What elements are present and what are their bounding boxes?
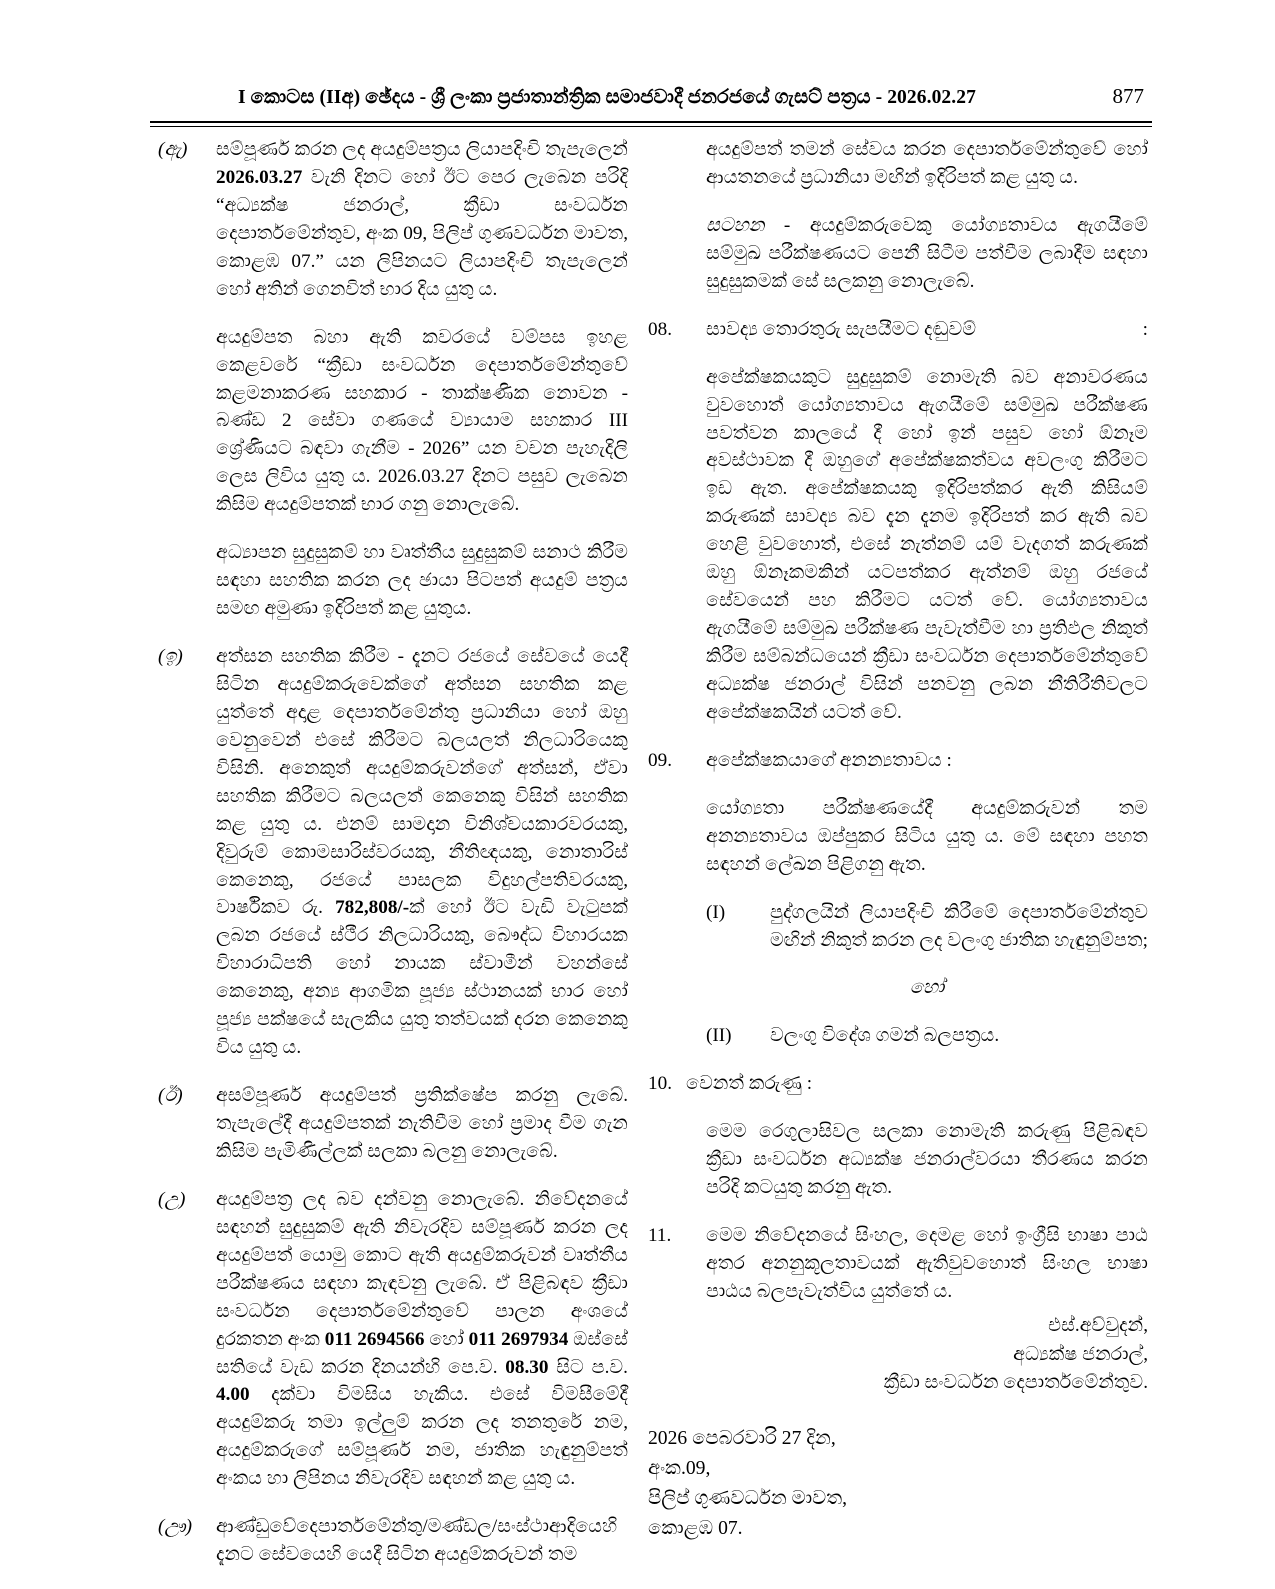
header-title: I කොටස (IIඅ) ඡේදය - ශ්‍රී ලංකා ප්‍රජාතාන්ත්‍රික සමාජවාදී ජනරජයේ ගැසට් පත්‍රය - 2026.02.27	[238, 87, 976, 108]
identity-text-1: පුද්ගලයින් ලියාපදිංචි කිරීමේ දෙපාර්තමේන්තුව මඟින් නිකුත් කරන ලද වලංගු ජාතික හැඳුනුම්පත;	[770, 901, 1148, 951]
list-text-u: අයදුම්පත්‍ර ලද බව දන්වනු නොලැබේ. නිවේදනයේ සඳහන් සුදුසුකම් ඇති නිවැරදිව සම්පූර්ණ කරන ලද අයදුම්පත් යොමු කොට ඇති අයදුම්කරුවන් වෘත්තීය පරීක්ෂණය සඳහා කැඳවනු ලැබේ. ඒ පිළිබඳව ක්‍රීඩා සංවර්ධන දෙපාර්තමේන්තුවේ පාලන අංශයේ දුරකතන අංක 011 2694566 හෝ 011 2697934 ඔස්සේ සතියේ වැඩ කරන දිනයන්හි පෙ.ව. 08.30 සිට ප.ව. 4.00 දක්වා විමසිය හැකිය. එසේ විමසීමේදී අයදුම්කරු තමා ඉල්ලුම් කරන ලද තනතුරේ නම, අයදුම්කරුගේ සම්පූර්ණ නම, ජාතික හැඳුනුම්පත් අංකය හා ලිපිනය නිවැරදිව සඳහන් කළ යුතු ය.	[216, 1188, 628, 1490]
address-block	[648, 1424, 1148, 1543]
list-marker-ii: (ඊ)	[158, 1085, 183, 1107]
section-10-heading	[648, 1070, 1148, 1098]
paragraph-certificates: අධ්‍යාපන සුදුසුකම් හා වෘත්තීය සුදුසුකම් සනාථ කිරීම සඳහා සහතික කරන ලද ඡායා පිටපත් අයදුම් පත්‍රය සමඟ අමුණා ඉදිරිපත් කළ යුතුය.	[216, 542, 628, 620]
section-11-block	[648, 1222, 1148, 1306]
identity-marker-1: (I)	[706, 901, 726, 923]
section-10-title: වෙනත් කරුණු :	[686, 1073, 813, 1095]
section-09-title: අපේක්ෂකයාගේ අනන්‍යතාවය :	[706, 749, 952, 771]
address-line-1: අංක.09,	[648, 1458, 711, 1480]
list-marker-u: (උ)	[158, 1188, 186, 1210]
section-09-body: යෝග්‍යතා පරීක්ෂණයේදී අයදුම්කරුවන් තම අනන්‍යතාවය ඔප්පුකර සිටිය යුතු ය. මේ සඳහා පහත සඳහන් ලේඛන පිළිගනු ඇත.	[706, 797, 1148, 875]
paragraph-continuation: අයදුම්පත් තමන් සේවය කරන දෙපාර්තමේන්තුවේ හෝ ආයතනයේ ප්‍රධානියා මඟින් ඉදිරිපත් කළ යුතු ය.	[706, 139, 1148, 188]
paragraph-note	[706, 212, 1148, 296]
identity-marker-2: (II)	[706, 1025, 732, 1047]
signatory-designation: අධ්‍යක්ෂ ජනරාල්,	[1013, 1343, 1148, 1365]
header-rule-thin	[150, 126, 1152, 127]
identity-document-item-2	[706, 1022, 1148, 1050]
section-10-body: මෙම රෙගුලාසිවල සලකා නොමැති කරුණු පිළිබඳව ක්‍රීඩා සංවර්ධන අධ්‍යක්ෂ ජනරාල්වරයා තීරණය කරන පරිදි කටයුතු කරනු ඇත.	[706, 1121, 1148, 1199]
identity-or-separator: හෝ	[909, 977, 945, 999]
paragraph-envelope-instruction: අයදුම්පත බහා ඇති කවරයේ වම්පස ඉහළ කෙළවරේ “ක්‍රීඩා සංවර්ධන දෙපාර්තමේන්තුවේ කළමනාකරණ සහකාර - තාක්ෂණික නොවන - බණ්ඩ 2 සේවා ගණයේ ව්‍යායාම සහකාර III ශ්‍රේණියට බඳවා ගැනීම - 2026” යන වචන පැහැදිලි ලෙස ලිවිය යුතු ය. 2026.03.27 දිනට පසුව ලැබෙන කිසිම අයදුම්පතක් භාර ගනු නොලැබේ.	[216, 326, 628, 516]
list-marker-i: (ඉ)	[158, 646, 183, 667]
list-text-ii: අසම්පූර්ණ අයදුම්පත් ප්‍රතික්ෂේප කරනු ලැබේ. තැපැලේදී අයදුම්පතක් නැතිවීම හෝ ප්‍රමාද වීම ගැන කිසිම පැමිණිල්ලක් සලකා බලනු නොලැබේ.	[216, 1085, 628, 1162]
address-line-2: පිලිප් ගුණවර්ධන මාවත,	[648, 1487, 848, 1509]
right-column	[648, 136, 1148, 1543]
left-column	[158, 136, 628, 1589]
list-text-uu: ආණ්ඩුවේදෙපාර්තමේන්තු/මණ්ඩල/සංස්ථාආදියෙහි දැනට සේවයෙහි යෙදී සිටින අයදුම්කරුවන් තම	[216, 1516, 618, 1566]
list-item-ae	[158, 136, 628, 304]
list-text-i: අත්සන සහතික කිරීම - දැනට රජයේ සේවයේ යෙදී සිටින අයදුම්කරුවෙක්ගේ අත්සන සහතික කළ යුත්තේ අදාළ දෙපාර්තමේන්තු ප්‍රධානියා හෝ ඔහු වෙනුවෙන් එසේ කිරීමට බලයලත් නිලධාරියෙකු විසිනි. අනෙකුත් අයදුම්කරුවන්ගේ අත්සන්, ඒවා සහතික කිරීමට බලයලත් කෙනෙකු විසින් සහතික කළ යුතු ය. එනම් සාමදාන විනිශ්චයකාරවරයකු, දිවුරුම් කොමසාරිස්වරයකු, නීතිඥයකු, නොතාරිස් කෙනෙකු, රජයේ පාසලක විදුහල්පතිවරයකු, වාර්ෂිකව රු. 782,808/-ක් හෝ ඊට වැඩි වැටුපක් ලබන රජයේ ස්ථීර නිලධාරියකු, බෞද්ධ විහාරයක විහාරාධිපති හෝ නායක ස්වාමීන් වහන්සේ කෙනෙකු, අන්‍ය ආගමික පූජ්‍ය ස්ථානයක් භාර හෝ පූජ්‍ය පක්ෂයේ සැලකිය යුතු තත්වයක් දරන කෙනෙකු විය යුතු ය.	[216, 646, 628, 1059]
signature-block	[648, 1312, 1148, 1398]
signatory-name: එස්.අව්වුදන්,	[1048, 1314, 1148, 1336]
address-line-3: කොළඹ 07.	[648, 1517, 743, 1539]
list-item-i	[158, 643, 628, 1062]
identity-text-2: වලංගු විදේශ ගමන් බලපත්‍රය.	[770, 1025, 1000, 1047]
section-08-body: අපේක්ෂකයකුට සුදුසුකම් නොමැති බව අනාවරණය වුවහොත් යෝග්‍යතාවය ඇගයීමේ සම්මුඛ පරීක්ෂණ පවත්වන කාලයේ දී හෝ ඉන් පසුව හෝ ඕනෑම අවස්ථාවක දී ඔහුගේ අපේක්ෂකත්වය අවලංගු කිරීමට ඉඩ ඇත. අපේක්ෂකයකු ඉදිරිපත්කර ඇති කිසියම් කරුණක් සාවද්‍ය බව දැන දැනම ඉදිරිපත් කර ඇති බව හෙළි වුවහොත්, එසේ නැත්නම් යම් වැදගත් කරුණක් ඔහු ඕනෑකමකින් යටපත්කර ඇත්නම් ඔහු රජයේ සේවයෙන් පහ කිරීමට යටත් වේ. යෝග්‍යතාවය ඇගයීමේ සම්මුඛ පරීක්ෂණ පැවැත්වීම හා ප්‍රතිඵල නිකුත් කිරීම සම්බන්ධයෙන් ක්‍රීඩා සංවර්ධන දෙපාර්තමේන්තුවේ අධ්‍යක්ෂ ජනරාල් විසින් පනවනු ලබන නීතිරීතිවලට අපේක්ෂකයින් යටත් වේ.	[706, 366, 1148, 723]
note-lead-label: සටහන -	[706, 214, 810, 236]
section-08-heading	[648, 316, 1148, 344]
page-number: 877	[1112, 84, 1144, 108]
list-item-u	[158, 1186, 628, 1493]
address-date: 2026 පෙබරවාරි 27 දින,	[648, 1428, 836, 1450]
list-marker-uu: (ඌ)	[158, 1516, 193, 1538]
section-10-number: 10.	[648, 1073, 672, 1095]
list-item-uu	[158, 1513, 628, 1569]
section-08-number: 08.	[648, 318, 672, 340]
note-text: අයදුම්කරුවෙකු යෝග්‍යතාවය ඇගයීමේ සම්මුඛ පරීක්ෂණයට පෙනී සිටීම පත්වීම ලබාදීම සඳහා සුදුසුකමක් සේ සලකනු නොලැබේ.	[706, 214, 1148, 292]
section-11-number: 11.	[648, 1225, 672, 1247]
section-09-heading	[648, 747, 1148, 775]
section-08-title: සාවද්‍ය තොරතුරු සැපයීමට දඬුවම්	[706, 318, 977, 340]
identity-document-item-1	[706, 899, 1148, 955]
list-item-ii	[158, 1082, 628, 1166]
section-11-body: මෙම නිවේදනයේ සිංහල, දෙමළ හෝ ඉංග්‍රීසි භාෂා පාඨ අතර අනනුකූලතාවයක් ඇතිවුවහොත් සිංහල භාෂා පාඨය බලපැවැත්විය යුත්තේ ය.	[706, 1225, 1148, 1302]
header-rule-thick	[150, 121, 1152, 123]
list-text-ae: සම්පූර්ණ කරන ලද අයදුම්පත්‍රය ලියාපදිංචි තැපැලෙන් 2026.03.27 වැනි දිනට හෝ ඊට පෙර ලැබෙන පරිදි “අධ්‍යක්ෂ ජනරාල්, ක්‍රීඩා සංවර්ධන දෙපාර්තමේන්තුව, අංක 09, පිලිප් ගුණවර්ධන මාවත, කොළඹ 07.” යන ලිපිනයට ලියාපදිංචි තැපැලෙන් හෝ අතින් ගෙනවිත් භාර දිය යුතු ය.	[216, 139, 628, 300]
list-marker-ae: (ඇ)	[158, 139, 188, 160]
page-header	[150, 84, 1150, 118]
section-09-number: 09.	[648, 749, 672, 771]
section-08-colon: :	[1142, 318, 1148, 340]
signatory-department: ක්‍රීඩා සංවර්ධන දෙපාර්තමේන්තුව.	[883, 1372, 1148, 1394]
